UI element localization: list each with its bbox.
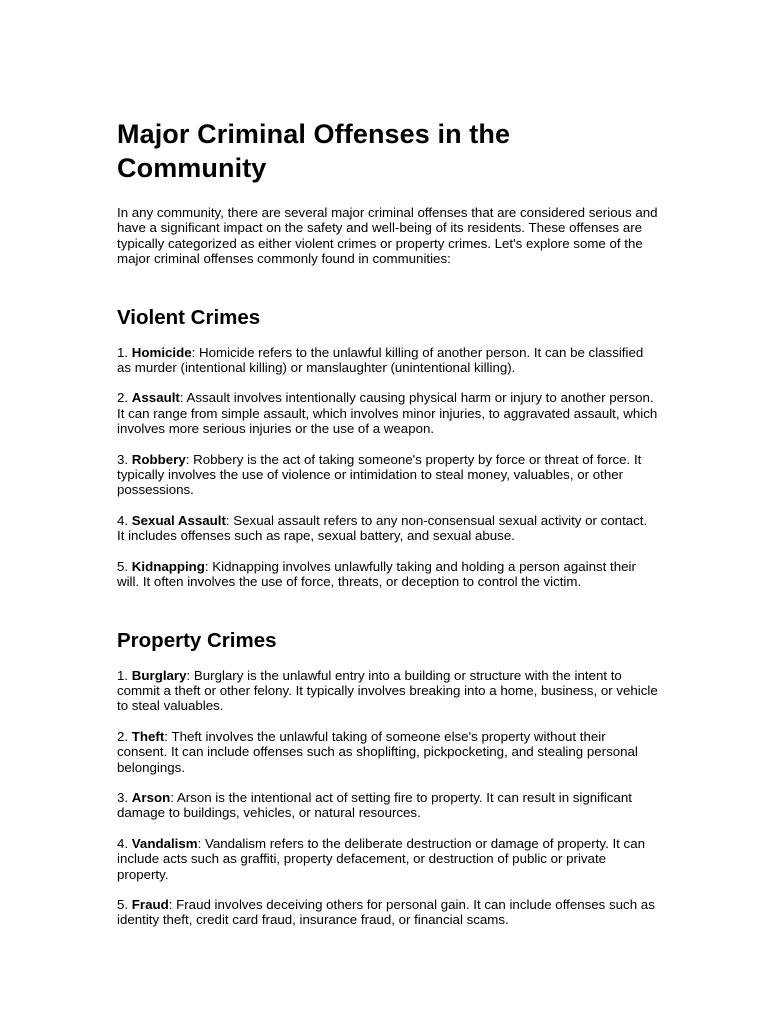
item-number: 5. (117, 896, 129, 912)
item-term: Kidnapping (131, 558, 205, 574)
list-item (117, 668, 658, 714)
item-term: Fraud (131, 896, 169, 912)
list-item (117, 452, 658, 498)
item-term: Robbery (131, 451, 186, 467)
item-number: 3. (117, 451, 129, 467)
item-term: Vandalism (131, 835, 198, 851)
item-number: 1. (117, 344, 129, 360)
list-item (117, 897, 658, 928)
document-title: Major Criminal Offenses in the Community (117, 119, 511, 183)
item-number: 2. (117, 728, 129, 744)
item-description: : Burglary is the unlawful entry into a building or structure with the intent to commit a theft or other felony. It typically involves breaking into a home, business, or vehicle to steal valuables. (117, 667, 658, 714)
item-number: 4. (117, 835, 129, 851)
item-number: 3. (117, 789, 129, 805)
list-item (117, 513, 658, 544)
list-item (117, 790, 658, 821)
list-item (117, 345, 658, 376)
item-term: Sexual Assault (131, 512, 226, 528)
item-description: : Theft involves the unlawful taking of someone else's property without their consent. It can include offenses such as shoplifting, pickpocketing, and stealing personal belongings. (117, 728, 638, 775)
item-term: Homicide (131, 344, 192, 360)
item-term: Burglary (131, 667, 187, 683)
item-description: : Assault involves intentionally causing physical harm or injury to another person. It can range from simple assault, which involves minor injuries, to aggravated assault, which involves more serious injuries or the use of a weapon. (117, 390, 658, 437)
item-term: Assault (131, 390, 180, 406)
property-crimes-list (117, 668, 658, 928)
item-number: 5. (117, 558, 129, 574)
item-number: 4. (117, 512, 129, 528)
item-number: 2. (117, 390, 129, 406)
item-description: : Robbery is the act of taking someone's property by force or threat of force. It typically involves the use of violence or intimidation to steal money, valuables, or other possessions. (117, 451, 642, 498)
section-heading-violent-crimes: Violent Crimes (117, 305, 261, 329)
list-item (117, 836, 658, 882)
list-item (117, 559, 658, 590)
item-description: : Sexual assault refers to any non-consensual sexual activity or contact. It includes offenses such as rape, sexual battery, and sexual abuse. (117, 512, 648, 544)
intro-paragraph: In any community, there are several major criminal offenses that are considered serious and have a significant impact on the safety and well-being of its residents. These offenses are typically categorized as either violent crimes or property crimes. Let's explore some of the major criminal offenses commonly found in communities: (117, 205, 658, 267)
violent-crimes-list (117, 345, 658, 590)
item-description: : Kidnapping involves unlawfully taking and holding a person against their will. It often involves the use of force, threats, or deception to control the victim. (117, 558, 636, 590)
list-item (117, 729, 658, 775)
item-description: : Arson is the intentional act of setting fire to property. It can result in significant damage to buildings, vehicles, or natural resources. (117, 789, 632, 821)
item-description: : Vandalism refers to the deliberate destruction or damage of property. It can include acts such as graffiti, property defacement, or destruction of public or private property. (117, 835, 645, 882)
item-description: : Homicide refers to the unlawful killing of another person. It can be classified as murder (intentional killing) or manslaughter (unintentional killing). (117, 344, 644, 376)
item-term: Theft (131, 728, 165, 744)
item-number: 1. (117, 667, 129, 683)
section-heading-property-crimes: Property Crimes (117, 628, 277, 652)
item-term: Arson (131, 789, 171, 805)
item-description: : Fraud involves deceiving others for personal gain. It can include offenses such as identity theft, credit card fraud, insurance fraud, or financial scams. (117, 896, 655, 928)
list-item (117, 390, 658, 436)
